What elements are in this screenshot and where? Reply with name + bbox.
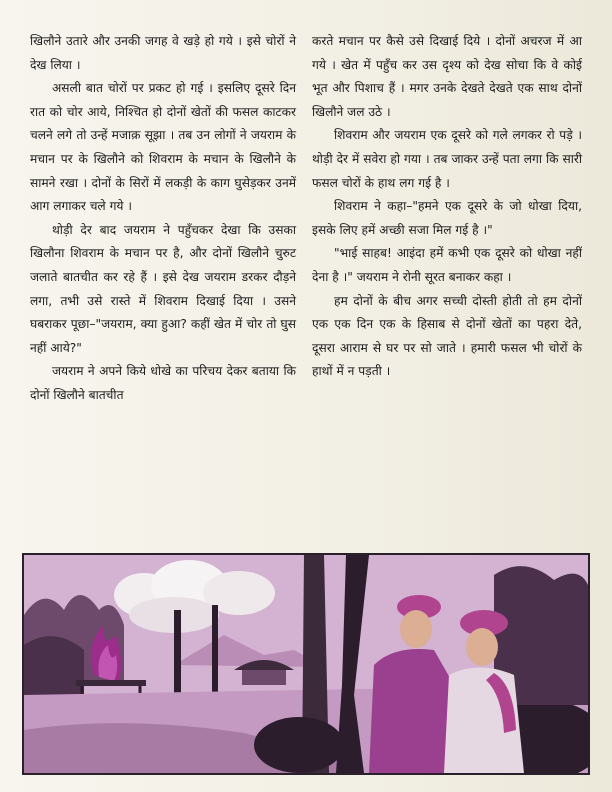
- pole: [212, 605, 218, 705]
- paragraph: असली बात चोरों पर प्रकट हो गई । इसलिए दूसरे दिन रात को चोर आये, निश्चित हो दोनों खेतों की फसल काटकर चलने लगे तो उन्हें मजाक़ सूझा । तब उन लोगों ने जयराम के मचान पर के खिलौने को शिवराम के मचान के खिलौने के सामने रखा । दोनों के सिरों में लकड़ी के काग घुसेड़कर उनमें आग लगाकर चले गये ।: [30, 81, 296, 214]
- platform: [76, 680, 146, 686]
- bush: [254, 717, 344, 773]
- paragraph: करते मचान पर कैसे उसे दिखाई दिये । दोनों अचरज में आ गये । खेत में पहुँच कर उस दृश्य को देख सोचा कि वे कोई भूत और पिशाच हैं । मगर उनके देखते देखते एक साथ दोनों खिलौने जल उठे ।: [312, 34, 582, 119]
- story-illustration: [22, 553, 590, 775]
- hut-wall: [242, 670, 286, 685]
- illustration-drawing: [24, 555, 588, 773]
- pole: [174, 610, 181, 705]
- left-text-column: [30, 30, 296, 408]
- right-text-column: [312, 30, 582, 384]
- paragraph: "भाई साहब! आइंदा हमें कभी एक दूसरे को धोखा नहीं देना है ।" जयराम ने रोनी सूरत बनाकर कहा ।: [312, 246, 582, 284]
- face: [466, 628, 498, 666]
- shirt: [369, 649, 454, 773]
- paragraph: हम दोनों के बीच अगर सच्ची दोस्ती होती तो हम दोनों एक एक दिन एक के हिसाब से दोनों खेतों का पहरा देते, दूसरा आराम से घर पर सो जाते । हमारी फसल भी चोरों के हाथों में न पड़ती ।: [312, 293, 582, 379]
- paragraph: जयराम ने अपने किये धोखे का परिचय देकर बताया कि दोनों खिलौने बातचीत: [30, 364, 296, 402]
- paragraph: शिवराम ने कहा–"हमने एक दूसरे के जो धोखा दिया, इसके लिए हमें अच्छी सजा मिल गई है ।": [312, 199, 582, 237]
- face: [400, 610, 432, 648]
- paragraph: खिलौने उतारे और उनकी जगह वे खड़े हो गये । इसे चोरों ने देख लिया ।: [30, 34, 296, 72]
- paragraph: थोड़ी देर बाद जयराम ने पहुँचकर देखा कि उसका खिलौना शिवराम के मचान पर है, और दोनों खिलौने चुरुट जलाते बातचीत कर रहे हैं । इसे देख जयराम डरकर दौड़ने लगा, तभी उसे रास्ते में शिवराम दिखाई दिया । उसने घबराकर पूछा–"जयराम, क्या हुआ? कहीं खेत में चोर तो घुस नहीं आये?": [30, 222, 296, 355]
- paragraph: शिवराम और जयराम एक दूसरे को गले लगकर रो पड़े । थोड़ी देर में सवेरा हो गया । तब जाकर उन्हें पता लगा कि सारी फसल चोरों के हाथ लग गई है ।: [312, 128, 582, 190]
- tree-cluster: [24, 636, 84, 695]
